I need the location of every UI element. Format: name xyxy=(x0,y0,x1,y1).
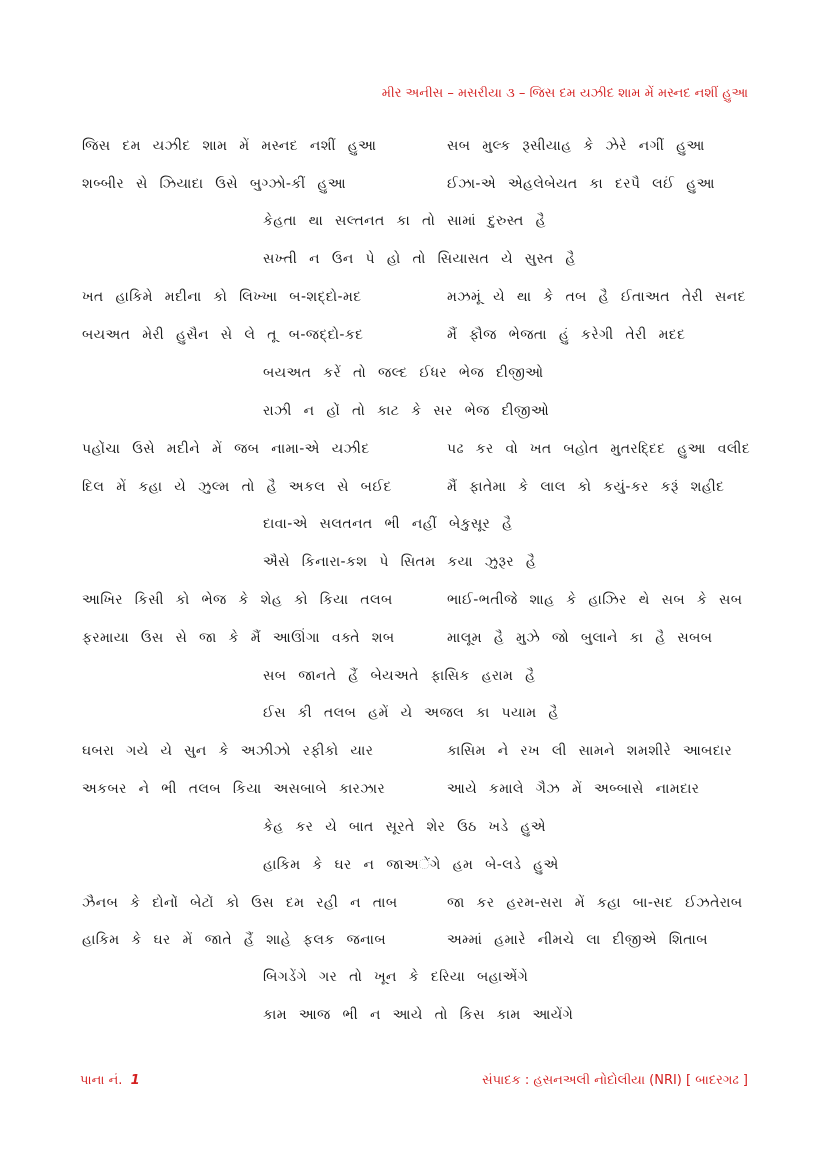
couplet-line-left: જિસ દમ યઝીદ શામ મેં મસ્નદ નશીં હુઆ xyxy=(82,138,377,154)
couplet-line-right: અમ્માં હમારે નીમચે લા દીજીએ શિતાબ xyxy=(447,932,708,948)
couplet-line-left: હાકિમ કે ઘર મેં જાતે હૈં શાહે ફલક જનાબ xyxy=(82,932,386,948)
refrain-line: કામ આજ ભી ન આયે તો કિસ કામ આયેંગે xyxy=(263,1007,574,1023)
couplet-line-right: મઝમૂં યે થા કે તબ હૈ ઈતાઅત તેરી સનદ xyxy=(447,289,746,305)
couplet-line-left: ઝૈનબ કે દોનોં બેટોં કો ઉસ દમ રહી ન તાબ xyxy=(82,895,398,911)
refrain-line: ઐસે કિનારા-કશ પે સિતમ કયા ઝુરૂર હૈ xyxy=(263,554,537,570)
couplet-line-right: સબ મુલ્ક રૂસીયાહ કે ઝેરે નગીં હુઆ xyxy=(447,138,705,154)
editor-credit: સંપાદક : હસનઅલી નોદોલીયા (NRI) [ બાદરગઢ ] xyxy=(482,1073,748,1088)
couplet-line-left: દિલ મેં કહા યે ઝુલ્મ તો હૈ અકલ સે બઈદ xyxy=(82,479,392,495)
page-header: મીર અનીસ – મસરીયા ૩ – જિસ દમ યઝીદ શામ મેં મસ્નદ નશીં હુઆ xyxy=(381,86,748,101)
couplet-line-left: પહોંચા ઉસે મદીને મેં જબ નામા-એ યઝીદ xyxy=(82,441,370,457)
couplet-line-left: અકબર ને ભી તલબ કિયા અસબાબે કારઝાર xyxy=(82,781,386,797)
couplet-line-right: મૈં ફૌજ ભેજતા હું કરેગી તેરી મદદ xyxy=(447,327,686,343)
couplet-line-right: ઈઝા-એ એહલેબેયત કા દરપૈ લઈં હુઆ xyxy=(447,176,715,192)
couplet-line-right: મૈં ફાતેમા કે લાલ કો કયું-કર કરૂં શહીદ xyxy=(447,479,725,495)
page-number-footer xyxy=(80,1073,140,1088)
page-number: 1 xyxy=(130,1073,140,1088)
refrain-line: સબ જાનતે હૈં બેયઅતે ફાસિક હરામ હૈ xyxy=(263,668,536,684)
couplet-line-left: બયઅત મેરી હુસૈન સે લે તૂ બ-જદ્દો-કદ xyxy=(82,327,364,343)
couplet-line-left: આખિર કિસી કો ભેજ કે શેહ કો કિયા તલબ xyxy=(82,592,393,608)
couplet-line-right: પઢ કર વો ખત બહોત મુતરદ્દિદ હુઆ વલીદ xyxy=(447,441,751,457)
refrain-line: બયઅત કરેં તો જલ્દ ઈધર ભેજ દીજીઓ xyxy=(263,365,544,381)
refrain-line: બિગડેંગે ગર તો ખૂન કે દરિયા બહાએંગે xyxy=(263,969,529,985)
couplet-line-right: માલૂમ હૈ મુઝે જો બુલાને કા હૈ સબબ xyxy=(447,630,713,646)
couplet-line-right: આયે કમાલે ગૈઝ મેં અબ્બાસે નામદાર xyxy=(447,781,700,797)
couplet-line-right: કાસિમ ને રખ લી સામને શમશીરે આબદાર xyxy=(447,743,733,759)
couplet-line-left: શબ્બીર સે ઝિયાદા ઉસે બુગ્ઝો-કીં હુઆ xyxy=(82,176,346,192)
couplet-line-left: ઘબરા ગયે યે સુન કે અઝીઝો રફીકો યાર xyxy=(82,743,374,759)
couplet-line-right: ભાઈ-ભતીજે શાહ કે હાઝિર થે સબ કે સબ xyxy=(447,592,743,608)
couplet-line-left: ખત હાકિમે મદીના કો લિખ્ખા બ-શદ્દો-મદ xyxy=(82,289,362,305)
couplet-line-left: ફરમાયા ઉસ સે જા કે મૈં આઊંગા વક્તે શબ xyxy=(82,630,395,646)
refrain-line: કેહતા થા સલ્તનત કા તો સામાં દુરુસ્ત હૈ xyxy=(263,213,546,229)
refrain-line: હાકિમ કે ઘર ન જાઅેંગે હમ બે-લડે હુએ xyxy=(263,857,559,873)
couplet-line-right: જા કર હરમ-સરા મેં કહા બા-સદ ઈઝતેરાબ xyxy=(447,895,743,911)
refrain-line: રાઝી ન હોં તો કાટ કે સર ભેજ દીજીઓ xyxy=(263,403,550,419)
page-number-label: પાના નં. xyxy=(80,1073,123,1088)
refrain-line: ઈસ કી તલબ હમેં યે અજલ કા પયામ હૈ xyxy=(263,705,559,721)
refrain-line: કેહ કર યે બાત સૂરતે શેર ઉઠ ખડે હુએ xyxy=(263,819,546,835)
refrain-line: સખ્તી ન ઉન પે હો તો સિયાસત યે સુસ્ત હૈ xyxy=(263,251,576,267)
refrain-line: દાવા-એ સલતનત ભી નહીં બેકુસૂર હૈ xyxy=(263,516,513,532)
